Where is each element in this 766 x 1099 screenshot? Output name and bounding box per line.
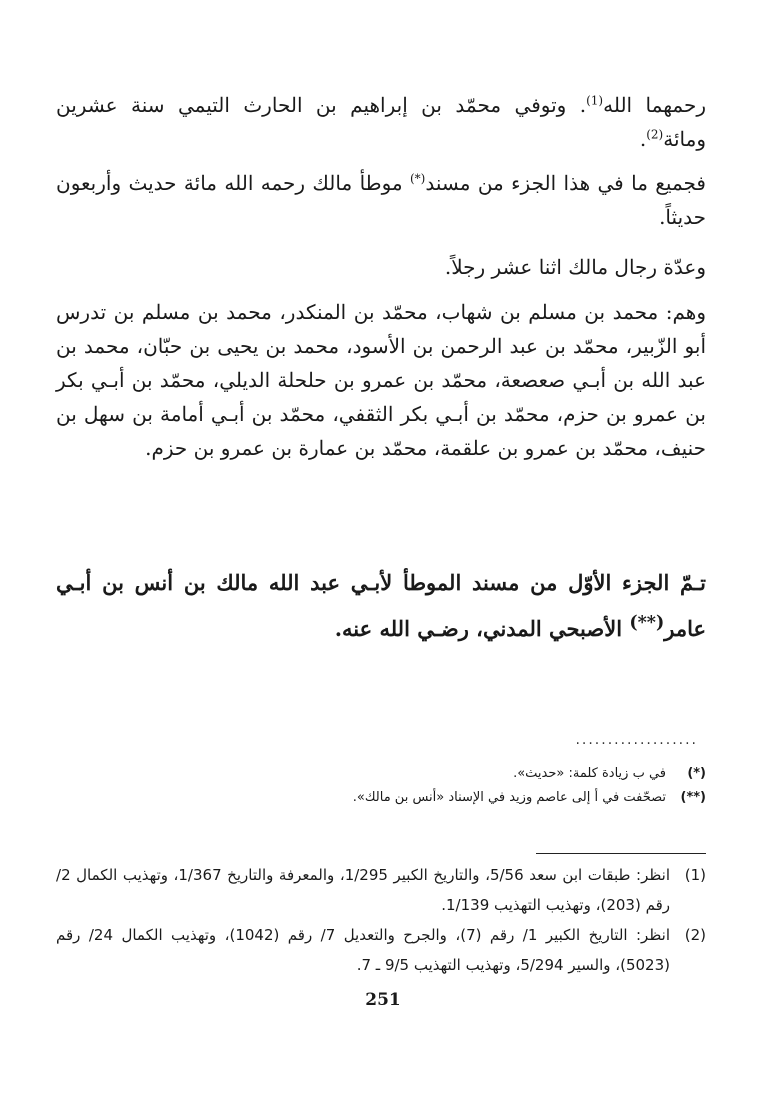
footnote-number: (1) [684,866,706,884]
editor-note [56,762,706,786]
editor-note-marker: (**) [680,790,706,805]
closing-text: تـمّ الجزء الأوّل من مسند الموطأ لأبـي عبد الله مالك بن أنس بن أبـي عامر [56,570,706,641]
editor-note-marker: (*) [687,766,706,781]
paragraph-text: رحمهما الله [603,93,706,117]
editor-note-ref-1[interactable]: (*) [410,171,426,186]
editor-note-text: في ب زيادة كلمة: «حديث». [513,766,666,781]
closing-statement [56,563,706,649]
editor-note-ref-2[interactable]: (**) [629,613,665,633]
footnote [56,920,706,980]
paragraph-text: وعدّة رجال مالك اثنا عشر رجلاً. [444,255,706,279]
editor-note-text: تصحّفت في أ إلى عاصم وزيد في الإسناد «أنس بن مالك». [352,790,666,805]
paragraph-narrator-list [56,295,706,465]
paragraph-text: موطأ مالك رحمه الله مائة حديث وأربعون حديثاً. [56,171,706,229]
footnote [56,860,706,920]
paragraph-text: . [639,127,647,151]
paragraph-hadith-count [56,166,706,234]
footnote-ref-1[interactable]: (1) [586,93,604,108]
footnote-ref-2[interactable]: (2) [646,127,664,142]
closing-text: الأصبحي المدني، رضـي الله عنه. [334,616,623,641]
footnote-text: انظر: التاريخ الكبير 1/ رقم (7)، والجرح والتعديل 7/ رقم (1042)، وتهذيب الكمال 24/ رقم (5023)، والسير 5/294، وتهذيب التهذيب 9/5 ـ 7. [56,926,670,974]
paragraph-text: . وتوفي محمّد بن إبراهيم بن الحارث التيمي سنة عشرين ومائة [56,93,706,151]
paragraph-narrator-count [56,250,706,284]
footnote-divider [536,853,706,854]
editor-note [56,786,706,810]
paragraph-death-note [56,88,706,156]
page-number: 251 [365,990,401,1010]
paragraph-text: فجميع ما في هذا الجزء من مسند [425,171,706,195]
paragraph-text: وهم: محمد بن مسلم بن شهاب، محمّد بن المنكدر، محمد بن مسلم بن تدرس أبو الزّبير، محمّد بن عبد الرحمن بن الأسود، محمد بن يحيى بن حبّان، محمد بن عبد الله بن أبـي صعصعة، محمّد بن عمرو بن حلحلة الديلي، محمّد بن أبـي بكر بن عمرو بن حزم، محمّد بن أبـي بكر الثقفي، محمّد بن أبـي أمامة بن سهل بن حنيف، محمّد بن عمرو بن علقمة، محمّد بن عمارة بن عمرو بن حزم. [56,300,706,460]
footnote-number: (2) [684,926,706,944]
separator-dots: ................... [575,732,698,748]
footnote-text: انظر: طبقات ابن سعد 5/56، والتاريخ الكبير 1/295، والمعرفة والتاريخ 1/367، وتهذيب الكمال 2/ رقم (203)، وتهذيب التهذيب 1/139. [56,866,671,914]
